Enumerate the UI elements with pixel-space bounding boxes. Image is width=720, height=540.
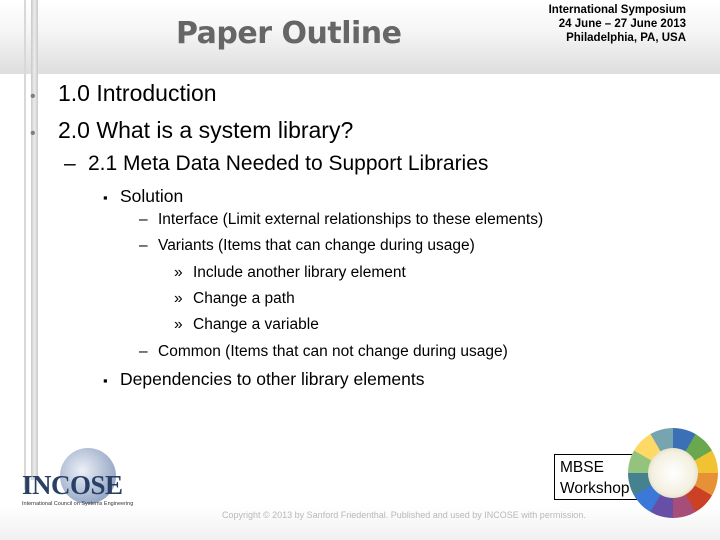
outline-item	[139, 211, 543, 229]
outline-text: Interface (Limit external relationships to these elements)	[158, 211, 544, 228]
copyright-notice: Copyright © 2013 by Sanford Friedenthal. Published and used by INCOSE with permission.	[222, 510, 586, 520]
outline-text: 2.0 What is a system library?	[58, 117, 354, 143]
left-rule-thin	[24, 0, 26, 490]
conference-info	[466, 3, 686, 45]
wheel-center	[648, 448, 698, 498]
outline-text: 2.1 Meta Data Needed to Support Libraries	[88, 152, 489, 175]
left-rule	[31, 0, 38, 480]
outline-item	[103, 186, 183, 207]
conference-name: International Symposium	[548, 4, 686, 16]
mbse-workshop-label	[554, 454, 638, 500]
dash-marker-icon: –	[64, 152, 76, 175]
slide-title: Paper Outline	[176, 16, 402, 51]
incose-logo-subtitle: International Council on Systems Engineering	[22, 501, 134, 507]
square-bullet-icon: ▪	[103, 373, 108, 388]
incose-logo-word: INCOSE	[22, 470, 123, 500]
bullet-dot-icon: •	[30, 88, 36, 105]
outline-item	[30, 117, 353, 144]
workshop-label-line: Workshop	[560, 480, 630, 497]
outline-item	[103, 369, 424, 390]
dash-marker-icon: –	[139, 343, 148, 360]
outline-text: Dependencies to other library elements	[120, 369, 425, 389]
conference-location: Philadelphia, PA, USA	[566, 32, 686, 44]
outline-item	[174, 316, 319, 334]
incose-logo	[22, 446, 134, 510]
outline-item	[139, 343, 508, 361]
outline-text: Solution	[120, 186, 184, 206]
outline-item	[174, 264, 406, 282]
outline-item	[64, 152, 488, 176]
outline-text: Common (Items that can not change during usage)	[158, 343, 508, 360]
chevron-right-icon: »	[174, 290, 183, 307]
conference-dates: 24 June – 27 June 2013	[558, 18, 686, 30]
chevron-right-icon: »	[174, 316, 183, 333]
outline-text: Change a variable	[193, 316, 319, 333]
outline-item	[139, 237, 475, 255]
mbse-wheel-icon	[628, 428, 718, 518]
dash-marker-icon: –	[139, 211, 148, 228]
bullet-dot-icon: •	[30, 125, 36, 142]
outline-item	[30, 80, 217, 107]
outline-text: Change a path	[193, 290, 295, 307]
square-bullet-icon: ▪	[103, 190, 108, 205]
chevron-right-icon: »	[174, 264, 183, 281]
dash-marker-icon: –	[139, 237, 148, 254]
mbse-label-line: MBSE	[560, 459, 604, 476]
outline-text: Variants (Items that can change during usage)	[158, 237, 475, 254]
outline-text: Include another library element	[193, 264, 406, 281]
outline-item	[174, 290, 295, 308]
outline-text: 1.0 Introduction	[58, 80, 217, 106]
